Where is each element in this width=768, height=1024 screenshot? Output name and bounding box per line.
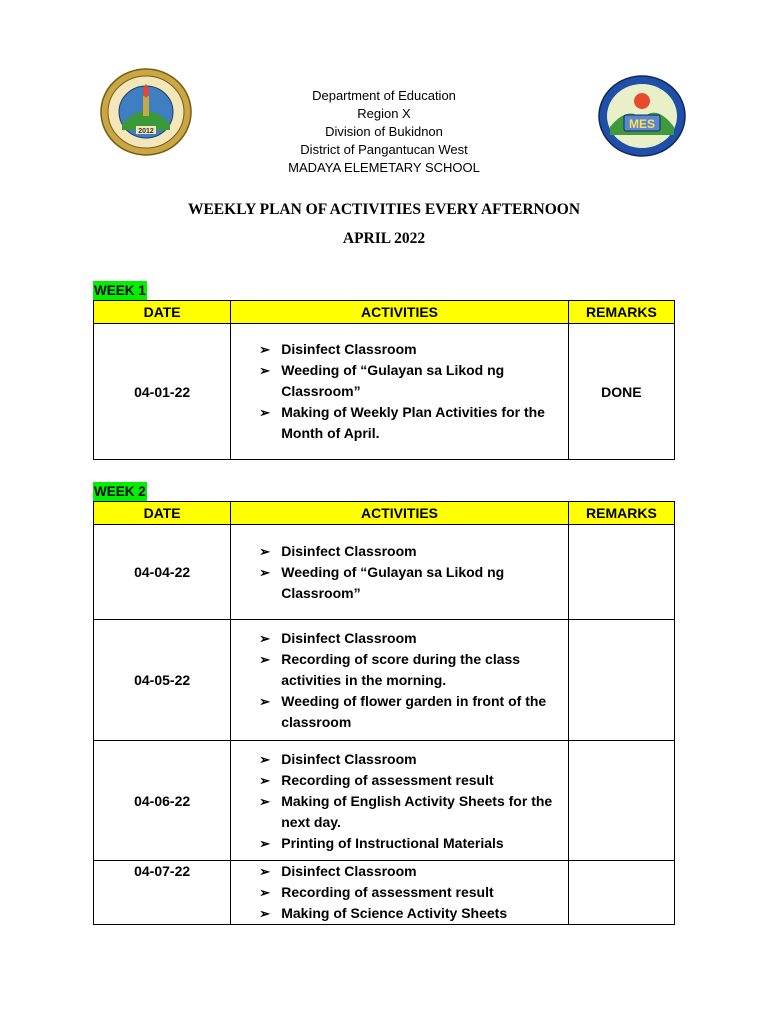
letterhead-line-division: Division of Bukidnon — [325, 124, 443, 139]
arrowhead-bullet-icon: ➢ — [259, 836, 271, 851]
arrowhead-bullet-icon: ➢ — [259, 693, 271, 709]
row-activities — [231, 620, 569, 741]
letterhead-line-department: Department of Education — [312, 88, 456, 103]
row-remarks — [568, 525, 674, 620]
activities-column-header: ACTIVITIES — [231, 502, 569, 525]
row-remarks — [568, 741, 674, 861]
remarks-column-header: REMARKS — [568, 301, 674, 324]
row-date: 04-07-22 — [94, 861, 231, 925]
activity-item: ➢ Recording of score during the class activities in the morning. — [259, 650, 521, 688]
date-column-header: DATE — [94, 502, 231, 525]
arrowhead-bullet-icon: ➢ — [259, 651, 271, 667]
table-row — [94, 525, 675, 620]
row-activities — [231, 741, 569, 861]
activity-item: ➢ Disinfect Classroom — [259, 861, 562, 882]
table-row — [94, 620, 675, 741]
table-row — [94, 861, 675, 925]
activity-item: ➢ Disinfect Classroom — [259, 749, 562, 770]
activity-item: ➢ Making of Science Activity Sheets — [259, 903, 562, 924]
arrowhead-bullet-icon: ➢ — [259, 543, 271, 559]
week-1-table — [93, 300, 675, 460]
arrowhead-bullet-icon: ➢ — [259, 564, 271, 580]
row-activities — [231, 861, 569, 925]
week-1-label: WEEK 1 — [94, 283, 146, 298]
row-remarks: DONE — [568, 324, 674, 460]
row-remarks — [568, 861, 674, 925]
arrowhead-bullet-icon: ➢ — [259, 405, 271, 420]
activity-item: ➢ Making of Weekly Plan Activities for the Month of April. — [259, 404, 545, 441]
letterhead-line-region: Region X — [357, 106, 411, 121]
date-column-header: DATE — [94, 301, 231, 324]
activity-item: ➢ Printing of Instructional Materials — [259, 833, 562, 854]
seal-year-text: 2012 — [138, 128, 154, 135]
activity-item: ➢ Weeding of “Gulayan sa Likod ng Classroom” — [259, 563, 505, 601]
arrowhead-bullet-icon: ➢ — [259, 885, 271, 900]
row-date: 04-05-22 — [94, 620, 231, 741]
activity-item: ➢ Disinfect Classroom — [259, 339, 562, 360]
arrowhead-bullet-icon: ➢ — [259, 906, 271, 921]
row-activities — [231, 324, 569, 460]
activity-item: ➢ Weeding of flower garden in front of the classroom — [259, 692, 547, 730]
row-date: 04-04-22 — [94, 525, 231, 620]
row-date: 04-06-22 — [94, 741, 231, 861]
activities-column-header: ACTIVITIES — [231, 301, 569, 324]
document-title: WEEKLY PLAN OF ACTIVITIES EVERY AFTERNOON — [187, 201, 581, 218]
week-2-table — [93, 501, 675, 925]
letterhead-line-school: MADAYA ELEMETARY SCHOOL — [288, 160, 480, 175]
activity-item: ➢ Making of English Activity Sheets for the next day. — [259, 793, 553, 830]
table-row — [94, 741, 675, 861]
activity-item: ➢ Recording of assessment result — [259, 882, 562, 903]
arrowhead-bullet-icon: ➢ — [259, 630, 271, 646]
activity-item: ➢ Weeding of “Gulayan sa Likod ng Classroom” — [259, 362, 505, 399]
table-row — [94, 324, 675, 460]
remarks-column-header: REMARKS — [568, 502, 674, 525]
arrowhead-bullet-icon: ➢ — [259, 363, 271, 378]
activity-item: ➢ Disinfect Classroom — [259, 541, 562, 562]
table-header-row — [94, 502, 675, 525]
activity-item: ➢ Recording of assessment result — [259, 770, 562, 791]
arrowhead-bullet-icon: ➢ — [259, 773, 271, 788]
activity-item: ➢ Disinfect Classroom — [259, 628, 562, 649]
document-subtitle-month: APRIL 2022 — [342, 230, 426, 247]
arrowhead-bullet-icon: ➢ — [259, 752, 271, 767]
table-header-row — [94, 301, 675, 324]
row-remarks — [568, 620, 674, 741]
week-2-label: WEEK 2 — [94, 484, 146, 499]
letterhead — [0, 87, 768, 177]
arrowhead-bullet-icon: ➢ — [259, 342, 271, 357]
arrowhead-bullet-icon: ➢ — [259, 794, 271, 809]
row-date: 04-01-22 — [94, 324, 231, 460]
row-activities — [231, 525, 569, 620]
letterhead-line-district: District of Pangantucan West — [300, 142, 468, 157]
arrowhead-bullet-icon: ➢ — [259, 864, 271, 879]
school-initials-text: MES — [628, 117, 656, 131]
